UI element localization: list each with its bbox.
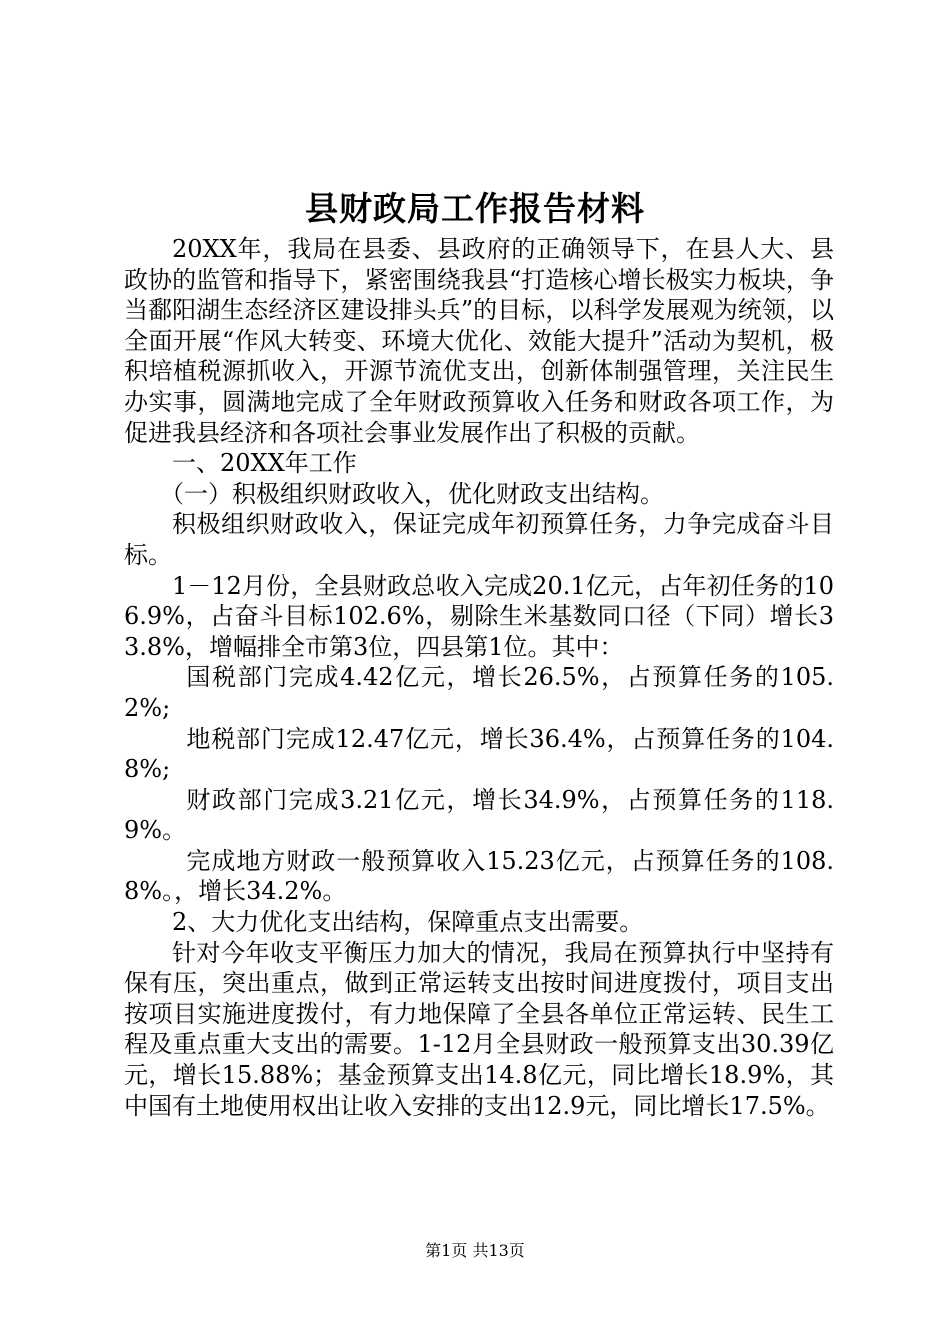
paragraph-finance-dept: 财政部门完成3.21亿元，增长34.9%，占预算任务的118.9%。 [124,785,834,845]
intro-paragraph: 20XX年，我局在县委、县政府的正确领导下，在县人大、县政协的监管和指导下，紧密围绕我县“打造核心增长极实力板块，争当鄱阳湖生态经济区建设排头兵”的目标，以科学发展观为统领，以全面开展“作风大转变、环境大优化、效能大提升”活动为契机，极积培植税源抓收入，开源节流优支出，创新体制强管理，关注民生办实事，圆满地完成了全年财政预算收入任务和财政各项工作，为促进我县经济和各项社会事业发展作出了积极的贡献。 [124,235,834,447]
document-body [124,234,834,1121]
paragraph-revenue-goal: 积极组织财政收入，保证完成年初预算任务，力争完成奋斗目标。 [124,510,834,569]
page-footer: 第1页 共13页 [425,1241,525,1260]
paragraph-local-budget: 完成地方财政一般预算收入15.23亿元，占预算任务的108.8%。，增长34.2%。 [124,846,834,906]
paragraph-expenditure: 针对今年收支平衡压力加大的情况，我局在预算执行中坚持有保有压，突出重点，做到正常运转支出按时间进度拨付，项目支出按项目实施进度拨付，有力地保障了全县各单位正常运转、民生工程及重点重大支出的需要。1-12月全县财政一般预算支出30.39亿元，增长15.88%；基金预算支出14.8亿元，同比增长18.9%，其中国有土地使用权出让收入安排的支出12.9元，同比增长17.5%。 [124,938,834,1120]
paragraph-local-tax: 地税部门完成12.47亿元，增长36.4%，占预算任务的104.8%; [124,724,834,784]
paragraph-total-revenue: 1－12月份，全县财政总收入完成20.1亿元，占年初任务的106.9%，占奋斗目标102.6%，剔除生米基数同口径（下同）增长33.8%，增幅排全市第3位，四县第1位。其中： [124,571,834,661]
section-heading: 一、20XX年工作 [172,449,357,478]
document-title: 县财政局工作报告材料 [305,189,645,228]
paragraph-national-tax: 国税部门完成4.42亿元，增长26.5%，占预算任务的105.2%; [124,663,834,722]
subsection-heading: （一）积极组织财政收入，优化财政支出结构。 [160,479,664,508]
subsection-heading-2: 2、大力优化支出结构，保障重点支出需要。 [172,908,644,937]
